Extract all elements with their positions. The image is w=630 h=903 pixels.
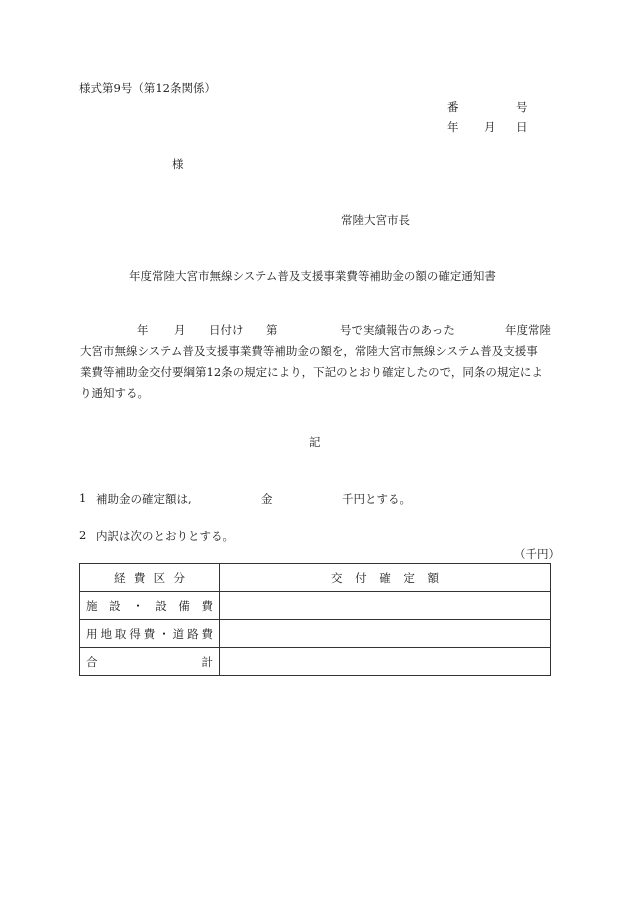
table-row [80,592,551,620]
header-expense-category: 経 費 区 分 [80,564,220,592]
table-row [80,620,551,648]
item-2-text: 内訳は次のとおりとする。 [96,529,234,543]
number-suffix: 号 [516,100,528,114]
item-2-number: 2 [79,528,87,542]
item-1-unit: 千円とする。 [342,492,411,506]
body-line-4: り通知する。 [80,386,149,400]
table-row [80,648,551,676]
ki-heading: 記 [309,435,321,449]
breakdown-table [79,563,551,676]
date-line-month: 月 [484,120,496,134]
item-1-number: 1 [79,491,87,505]
date-line-day: 日 [516,120,528,134]
body-line-3: 業費等補助金交付要綱第12条の規定により，下記のとおり確定したので，同条の規定によ [80,365,543,379]
row-value-facilities[interactable] [220,592,551,620]
table-header-row [80,564,551,592]
body-line-2: 大宮市無線システム普及支援事業費等補助金の額を，常陸大宮市無線システム普及支援事 [80,344,538,358]
row-value-total[interactable] [220,648,551,676]
item-1-text: 補助金の確定額は, [96,492,192,506]
body-go: 号で実績報告のあった [340,323,455,337]
addressee-suffix: 様 [172,157,184,171]
body-date-suffix: 日付け [209,323,244,337]
form-label: 様式第9号（第12条関係） [79,81,216,95]
row-value-land-road[interactable] [220,620,551,648]
header-confirmed-amount: 交 付 確 定 額 [220,564,551,592]
item-1-kin: 金 [261,492,273,506]
document-title: 年度常陸大宮市無線システム普及支援事業費等補助金の額の確定通知書 [129,269,496,283]
body-month: 月 [174,323,186,337]
row-label-land-road: 用 地 取 得 費 ・ 道 路 費 [80,620,220,648]
row-label-facilities: 施 設 ・ 設 備 費 [80,592,220,620]
issuer: 常陸大宮市長 [341,213,410,227]
body-dai: 第 [266,323,278,337]
date-line-year: 年 [447,120,459,134]
number-line: 番 [447,100,459,114]
body-year: 年 [137,323,149,337]
unit-label: （千円） [514,547,560,561]
row-label-total: 合 計 [80,648,220,676]
body-fiscal: 年度常陸 [505,323,551,337]
